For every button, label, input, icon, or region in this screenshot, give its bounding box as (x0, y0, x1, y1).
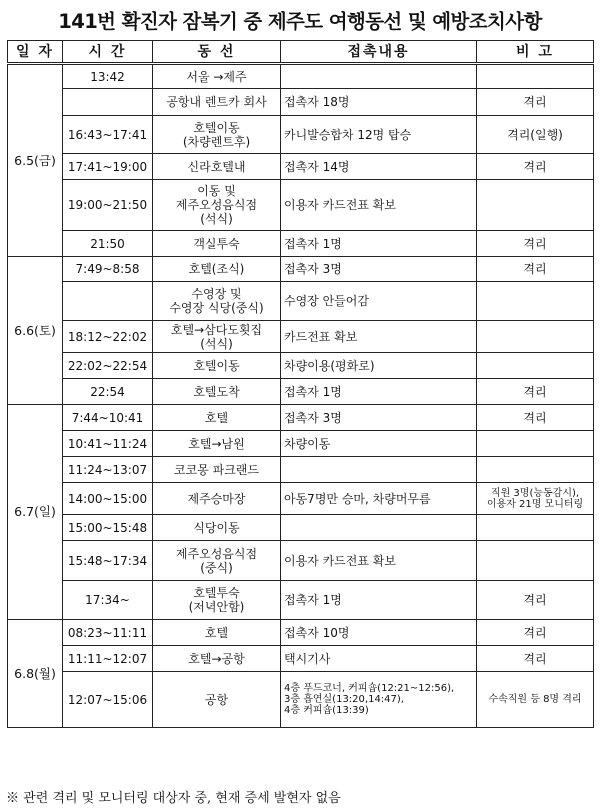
time-cell (63, 282, 153, 321)
date-cell: 6.6(토) (8, 257, 63, 405)
route-cell: 식당이동 (153, 515, 281, 541)
route-cell: 제주오성음식점 (중식) (153, 541, 281, 581)
route-cell: 코코몽 파크랜드 (153, 457, 281, 483)
contact-cell: 접촉자 14명 (281, 154, 477, 180)
table-row (8, 431, 594, 457)
contact-cell: 이용자 카드전표 확보 (281, 541, 477, 581)
table-row (8, 457, 594, 483)
date-cell: 6.8(월) (8, 620, 63, 728)
contact-cell: 접촉자 10명 (281, 620, 477, 646)
contact-cell: 카니발승합차 12명 탑승 (281, 116, 477, 154)
contact-cell: 접촉자 1명 (281, 379, 477, 405)
route-cell: 호텔→삼다도횟집 (석식) (153, 321, 281, 353)
table-row (8, 483, 594, 515)
contact-cell: 아동7명만 승마, 차량머무름 (281, 483, 477, 515)
table-row (8, 672, 594, 728)
table-row (8, 116, 594, 154)
note-cell (477, 180, 594, 231)
table-row (8, 282, 594, 321)
time-cell: 22:02~22:54 (63, 353, 153, 379)
table-row (8, 405, 594, 431)
time-cell: 7:49~8:58 (63, 257, 153, 282)
time-cell: 10:41~11:24 (63, 431, 153, 457)
note-cell: 격리(일행) (477, 116, 594, 154)
time-cell: 11:24~13:07 (63, 457, 153, 483)
contact-cell (281, 64, 477, 89)
contact-cell: 차량이용(평화로) (281, 353, 477, 379)
time-cell: 12:07~15:06 (63, 672, 153, 728)
table-row (8, 154, 594, 180)
time-cell: 7:44~10:41 (63, 405, 153, 431)
route-cell: 공항 (153, 672, 281, 728)
route-cell: 호텔→공항 (153, 646, 281, 672)
footnote: ※ 관련 격리 및 모니터링 대상자 중, 현재 증세 발현자 없음 (6, 791, 341, 806)
contact-cell (281, 515, 477, 541)
time-cell: 15:00~15:48 (63, 515, 153, 541)
route-cell: 호텔(조식) (153, 257, 281, 282)
time-cell: 08:23~11:11 (63, 620, 153, 646)
table-row (8, 379, 594, 405)
note-cell (477, 457, 594, 483)
header-note: 비 고 (477, 41, 594, 64)
contact-cell: 접촉자 18명 (281, 89, 477, 116)
contact-cell: 수영장 안들어감 (281, 282, 477, 321)
time-cell: 17:34~ (63, 581, 153, 620)
note-cell: 격리 (477, 620, 594, 646)
time-cell: 18:12~22:02 (63, 321, 153, 353)
header-time: 시 간 (63, 41, 153, 64)
time-cell: 22:54 (63, 379, 153, 405)
table-header-row (8, 41, 594, 64)
time-cell: 17:41~19:00 (63, 154, 153, 180)
note-cell (477, 431, 594, 457)
note-cell: 격리 (477, 231, 594, 257)
route-cell: 수영장 및 수영장 식당(중식) (153, 282, 281, 321)
route-cell: 호텔이동 (차량렌트후) (153, 116, 281, 154)
contact-cell: 접촉자 3명 (281, 405, 477, 431)
time-cell: 15:48~17:34 (63, 541, 153, 581)
table-row (8, 515, 594, 541)
table-row (8, 321, 594, 353)
route-cell: 호텔투숙 (저녁안함) (153, 581, 281, 620)
date-cell: 6.5(금) (8, 64, 63, 257)
route-cell: 제주승마장 (153, 483, 281, 515)
table-row (8, 180, 594, 231)
note-cell: 격리 (477, 257, 594, 282)
time-cell: 11:11~12:07 (63, 646, 153, 672)
table-row (8, 353, 594, 379)
table-row (8, 581, 594, 620)
note-cell: 격리 (477, 581, 594, 620)
time-cell (63, 89, 153, 116)
contact-cell: 접촉자 3명 (281, 257, 477, 282)
contact-cell: 접촉자 1명 (281, 581, 477, 620)
route-cell: 객실투숙 (153, 231, 281, 257)
note-cell (477, 282, 594, 321)
route-cell: 호텔도착 (153, 379, 281, 405)
table-row (8, 64, 594, 89)
table-row (8, 646, 594, 672)
note-cell: 격리 (477, 154, 594, 180)
contact-cell: 카드전표 확보 (281, 321, 477, 353)
note-cell: 격리 (477, 89, 594, 116)
time-cell: 19:00~21:50 (63, 180, 153, 231)
header-contact: 접촉내용 (281, 41, 477, 64)
time-cell: 16:43~17:41 (63, 116, 153, 154)
table-row (8, 257, 594, 282)
note-cell (477, 353, 594, 379)
schedule-body (8, 64, 594, 728)
time-cell: 13:42 (63, 64, 153, 89)
route-cell: 신라호텔내 (153, 154, 281, 180)
route-cell: 서울 →제주 (153, 64, 281, 89)
table-row (8, 620, 594, 646)
schedule-table (7, 40, 594, 728)
contact-cell: 접촉자 1명 (281, 231, 477, 257)
note-cell (477, 515, 594, 541)
contact-cell: 차량이동 (281, 431, 477, 457)
note-cell: 격리 (477, 646, 594, 672)
header-date: 일 자 (8, 41, 63, 64)
note-cell (477, 541, 594, 581)
note-cell (477, 64, 594, 89)
table-row (8, 89, 594, 116)
note-cell (477, 321, 594, 353)
note-cell: 직원 3명(능동감시), 이용자 21명 모니터링 (477, 483, 594, 515)
note-cell: 수속직원 등 8명 격리 (477, 672, 594, 728)
route-cell: 호텔→남원 (153, 431, 281, 457)
note-cell: 격리 (477, 405, 594, 431)
contact-cell: 택시기사 (281, 646, 477, 672)
header-route: 동 선 (153, 41, 281, 64)
route-cell: 호텔 (153, 620, 281, 646)
page-title: 141번 확진자 잠복기 중 제주도 여행동선 및 예방조치사항 (58, 10, 542, 33)
contact-cell (281, 457, 477, 483)
time-cell: 21:50 (63, 231, 153, 257)
time-cell: 14:00~15:00 (63, 483, 153, 515)
contact-cell: 4층 푸드코너, 커피숍(12:21~12:56), 3층 흡연실(13:20,14:47), 4층 커피숍(13:39) (281, 672, 477, 728)
contact-cell: 이용자 카드전표 확보 (281, 180, 477, 231)
table-row (8, 541, 594, 581)
route-cell: 호텔 (153, 405, 281, 431)
route-cell: 호텔이동 (153, 353, 281, 379)
route-cell: 이동 및 제주오성음식점 (석식) (153, 180, 281, 231)
date-cell: 6.7(일) (8, 405, 63, 620)
route-cell: 공항내 렌트카 회사 (153, 89, 281, 116)
note-cell: 격리 (477, 379, 594, 405)
table-row (8, 231, 594, 257)
